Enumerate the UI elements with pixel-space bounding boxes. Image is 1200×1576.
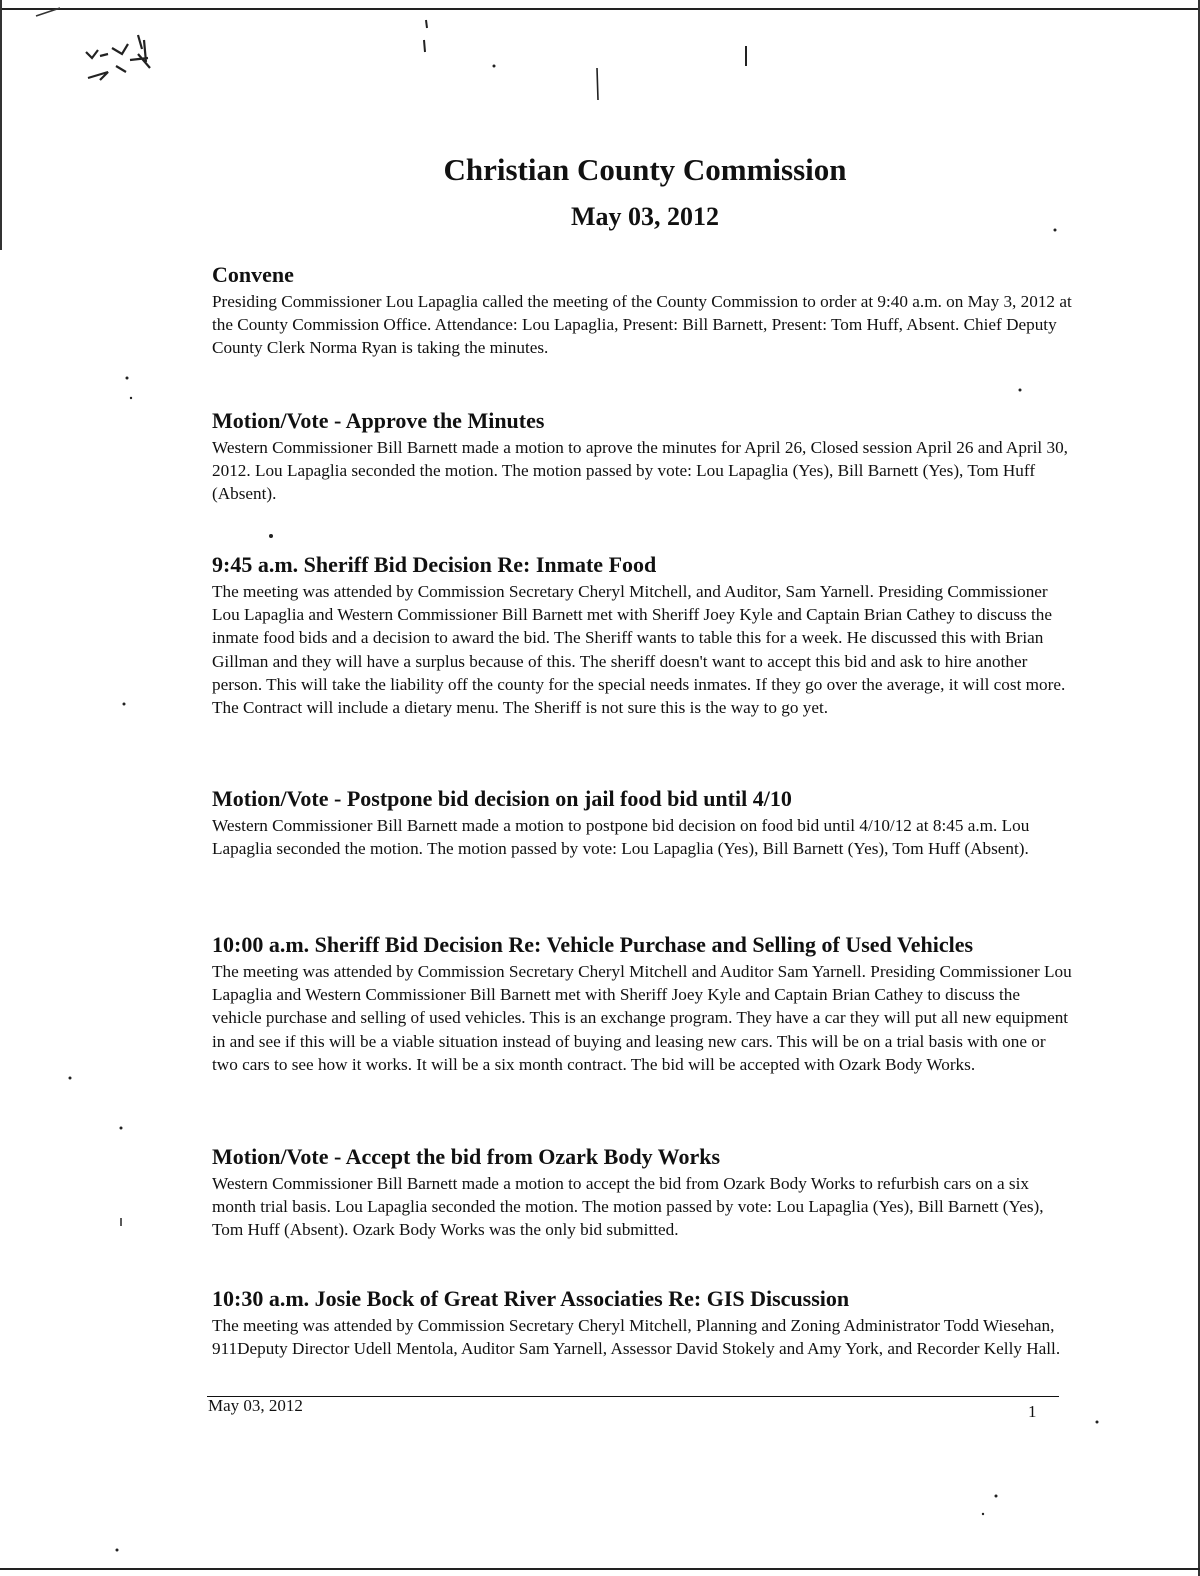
section-body: Presiding Commissioner Lou Lapaglia called the meeting of the County Commission to order at 9:40 a.m. on May 3, 2012 at the County Commission Office. Attendance: Lou Lapaglia, Present: Bill Barnett, Present: Tom Huff, Absent. Chief Deputy County Clerk Norma Ryan is taking the minutes. [212, 292, 1072, 358]
section-heading: Motion/Vote - Approve the Minutes [212, 408, 545, 433]
document-date: May 03, 2012 [570, 202, 720, 231]
section-body: Western Commissioner Bill Barnett made a motion to postpone bid decision on food bid until 4/10/12 at 8:45 a.m. Lou Lapaglia seconded the motion. The motion passed by vote: Lou Lapaglia (Yes), Bill Barnett (Yes), Tom Huff (Absent). [212, 816, 1030, 859]
section-accept-ozark-bid [212, 1144, 1072, 1242]
section-heading: Motion/Vote - Accept the bid from Ozark Body Works [212, 1144, 721, 1169]
section-heading: 9:45 a.m. Sheriff Bid Decision Re: Inmate Food [212, 552, 657, 577]
section-body: Western Commissioner Bill Barnett made a motion to aprove the minutes for April 26, Closed session April 26 and April 30, 2012. Lou Lapaglia seconded the motion. The motion passed by vote: Lou Lapaglia (Yes), Bill Barnett (Yes), Tom Huff (Absent). [212, 438, 1068, 504]
section-heading: Motion/Vote - Postpone bid decision on jail food bid until 4/10 [212, 786, 792, 811]
page-number: 1 [1028, 1402, 1037, 1421]
section-body: The meeting was attended by Commission Secretary Cheryl Mitchell, and Auditor, Sam Yarnell. Presiding Commissioner Lou Lapaglia and Western Commissioner Bill Barnett met with Sheriff Joey Kyle and Captain Brian Cathey to discuss the inmate food bids and a decision to award the bid. The Sheriff wants to table this for a week. He discussed this with Brian Gillman and they will have a surplus because of this. The sheriff doesn't want to accept this bid and ask to hire another person. This will take the liability off the county for the special needs inmates. If they go over the average, it will cost more. The Contract will include a dietary menu. The Sheriff is not sure this is the way to go yet. [212, 582, 1066, 718]
section-heading: 10:00 a.m. Sheriff Bid Decision Re: Vehicle Purchase and Selling of Used Vehicles [212, 932, 974, 957]
section-body: The meeting was attended by Commission Secretary Cheryl Mitchell, Planning and Zoning Administrator Todd Wiesehan, 911Deputy Director Udell Mentola, Auditor Sam Yarnell, Assessor David Stokely and Amy York, and Recorder Kelly Hall. [212, 1316, 1061, 1359]
section-vehicle-purchase [212, 932, 1072, 1076]
section-postpone-bid [212, 786, 1072, 860]
section-body: Western Commissioner Bill Barnett made a motion to accept the bid from Ozark Body Works to refurbish cars on a six month trial basis. Lou Lapaglia seconded the motion. The motion passed by vote: Lou Lapaglia (Yes), Bill Barnett (Yes), Tom Huff (Absent). Ozark Body Works was the only bid submitted. [212, 1174, 1044, 1240]
footer-divider [207, 1396, 1059, 1397]
section-heading: Convene [212, 262, 294, 287]
document-title: Christian County Commission [443, 152, 847, 187]
section-convene [212, 262, 1072, 360]
section-body: The meeting was attended by Commission Secretary Cheryl Mitchell and Auditor Sam Yarnell. Presiding Commissioner Lou Lapaglia and Western Commissioner Bill Barnett met with Sheriff Joey Kyle and Captain Brian Cathey to discuss the vehicle purchase and selling of used vehicles. This is an exchange program. They have a car they will put all new equipment in and see if this will be a viable situation instead of buying and leasing new cars. This will be on a trial basis with one or two cars to see how it works. It will be a six month contract. The bid will be accepted with Ozark Body Works. [212, 962, 1072, 1074]
section-approve-minutes [212, 408, 1072, 506]
section-inmate-food [212, 552, 1072, 719]
section-gis-discussion [212, 1286, 1072, 1360]
section-heading: 10:30 a.m. Josie Bock of Great River Associaties Re: GIS Discussion [212, 1286, 850, 1311]
footer-date: May 03, 2012 [208, 1396, 303, 1415]
